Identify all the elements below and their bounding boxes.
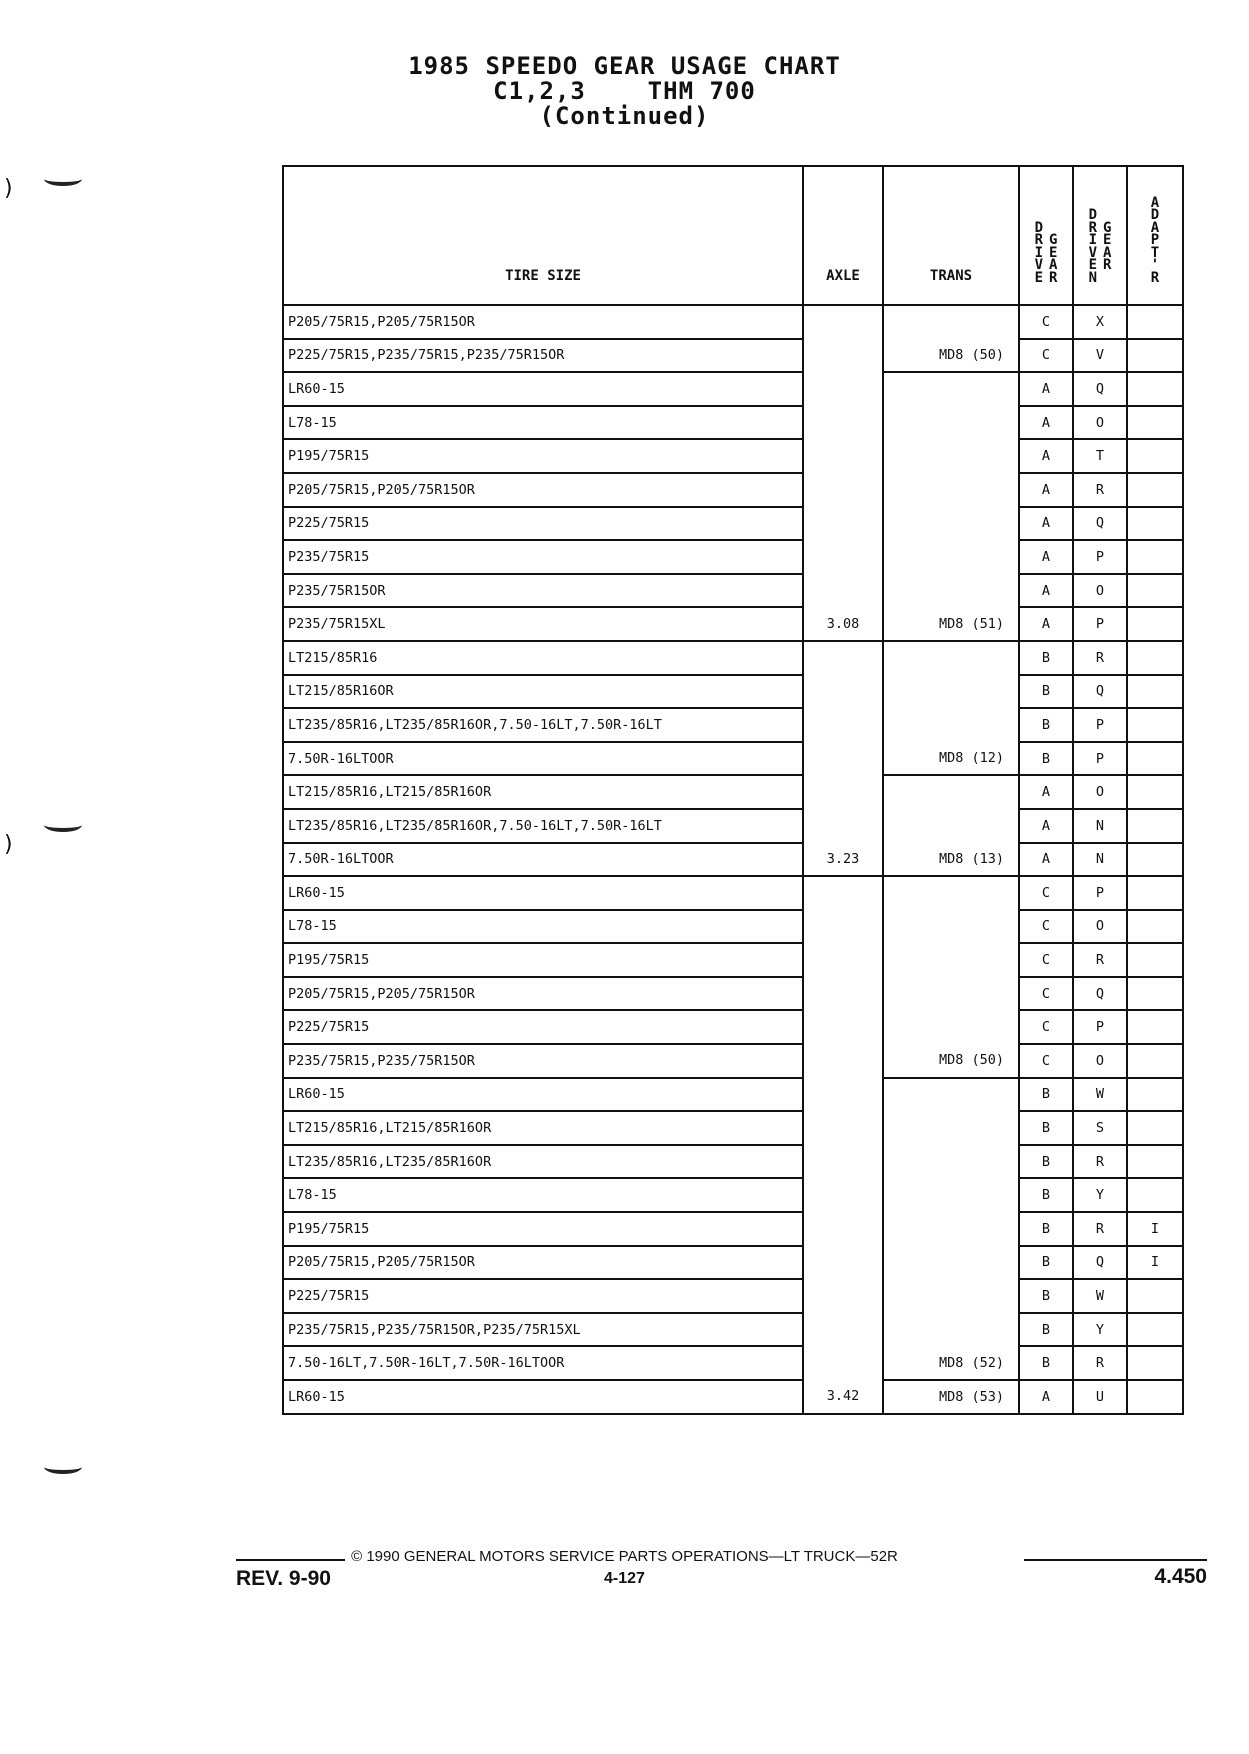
drive-gear-cell: B xyxy=(1019,1178,1073,1212)
tire-size-cell: LR60-15 xyxy=(283,1078,803,1112)
drive-gear-cell: A xyxy=(1019,473,1073,507)
table-row xyxy=(283,1246,1183,1280)
trans-cell xyxy=(883,1246,1019,1280)
drive-gear-cell: B xyxy=(1019,1212,1073,1246)
axle-cell xyxy=(803,406,883,440)
table-header-row xyxy=(283,166,1183,305)
driven-gear-cell: Q xyxy=(1073,507,1127,541)
drive-gear-cell: C xyxy=(1019,1010,1073,1044)
table-row xyxy=(283,339,1183,373)
driven-gear-cell: N xyxy=(1073,843,1127,877)
adapter-cell xyxy=(1127,607,1183,641)
tire-size-cell: P235/75R15OR xyxy=(283,574,803,608)
driven-gear-cell: P xyxy=(1073,876,1127,910)
trans-cell xyxy=(883,1145,1019,1179)
binding-paren-top: ) xyxy=(4,176,13,201)
axle-cell xyxy=(803,1078,883,1112)
table-row xyxy=(283,742,1183,776)
tire-size-cell: L78-15 xyxy=(283,910,803,944)
adapter-cell xyxy=(1127,775,1183,809)
trans-cell: MD8 (51) xyxy=(883,607,1019,641)
driven-gear-cell: U xyxy=(1073,1380,1127,1414)
tire-size-cell: P225/75R15 xyxy=(283,1010,803,1044)
tire-size-cell: P235/75R15XL xyxy=(283,607,803,641)
tire-size-cell: P225/75R15 xyxy=(283,1279,803,1313)
axle-cell xyxy=(803,876,883,910)
chart-subtitle: C1,2,3 THM 700 xyxy=(493,77,756,105)
drive-gear-left-word: D R I V E xyxy=(1034,219,1043,286)
adapter-cell xyxy=(1127,843,1183,877)
adapter-cell xyxy=(1127,1145,1183,1179)
driven-gear-left-word: D R I V E N xyxy=(1088,207,1097,286)
adapter-cell xyxy=(1127,305,1183,339)
trans-cell: MD8 (13) xyxy=(883,843,1019,877)
binding-mark-top xyxy=(44,172,82,186)
axle-cell xyxy=(803,1279,883,1313)
tire-size-cell: P225/75R15 xyxy=(283,507,803,541)
table-row xyxy=(283,1212,1183,1246)
axle-cell xyxy=(803,540,883,574)
driven-gear-cell: P xyxy=(1073,607,1127,641)
tire-size-cell: L78-15 xyxy=(283,1178,803,1212)
trans-cell xyxy=(883,876,1019,910)
driven-gear-right-word: G E A R xyxy=(1103,219,1112,273)
tire-size-cell: P205/75R15,P205/75R15OR xyxy=(283,1246,803,1280)
driven-gear-cell: P xyxy=(1073,742,1127,776)
drive-gear-cell: C xyxy=(1019,977,1073,1011)
tire-size-cell: LT215/85R16,LT215/85R16OR xyxy=(283,775,803,809)
drive-gear-cell: C xyxy=(1019,305,1073,339)
adapter-cell xyxy=(1127,675,1183,709)
drive-gear-cell: C xyxy=(1019,876,1073,910)
table-row xyxy=(283,507,1183,541)
driven-gear-cell: O xyxy=(1073,406,1127,440)
tire-size-cell: P235/75R15,P235/75R15OR,P235/75R15XL xyxy=(283,1313,803,1347)
trans-cell xyxy=(883,507,1019,541)
driven-gear-cell: S xyxy=(1073,1111,1127,1145)
drive-gear-cell: A xyxy=(1019,507,1073,541)
drive-gear-cell: B xyxy=(1019,641,1073,675)
table-row xyxy=(283,1178,1183,1212)
trans-cell: MD8 (12) xyxy=(883,742,1019,776)
table-row xyxy=(283,1313,1183,1347)
trans-cell xyxy=(883,473,1019,507)
trans-cell xyxy=(883,1212,1019,1246)
axle-cell xyxy=(803,1212,883,1246)
chart-title: 1985 SPEEDO GEAR USAGE CHART xyxy=(408,52,841,80)
table-row xyxy=(283,708,1183,742)
tire-size-cell: LR60-15 xyxy=(283,1380,803,1414)
trans-cell xyxy=(883,641,1019,675)
axle-cell xyxy=(803,1010,883,1044)
tire-size-cell: LT215/85R16OR xyxy=(283,675,803,709)
axle-cell xyxy=(803,1246,883,1280)
axle-cell xyxy=(803,574,883,608)
chart-continued: (Continued) xyxy=(539,102,710,130)
drive-gear-cell: A xyxy=(1019,406,1073,440)
drive-gear-cell: B xyxy=(1019,1313,1073,1347)
driven-gear-cell: R xyxy=(1073,1145,1127,1179)
adapter-cell xyxy=(1127,910,1183,944)
driven-gear-cell: Y xyxy=(1073,1178,1127,1212)
drive-gear-right-word: G E A R xyxy=(1049,232,1058,286)
table-row xyxy=(283,473,1183,507)
tire-size-cell: LR60-15 xyxy=(283,876,803,910)
driven-gear-cell: P xyxy=(1073,1010,1127,1044)
adapter-cell xyxy=(1127,708,1183,742)
driven-gear-cell: R xyxy=(1073,943,1127,977)
trans-cell: MD8 (50) xyxy=(883,339,1019,373)
driven-gear-cell: O xyxy=(1073,910,1127,944)
drive-gear-cell: B xyxy=(1019,1346,1073,1380)
adapter-cell xyxy=(1127,1044,1183,1078)
tire-size-cell: 7.50-16LT,7.50R-16LT,7.50R-16LTOOR xyxy=(283,1346,803,1380)
trans-cell xyxy=(883,809,1019,843)
adapter-word: A D A P T ' R xyxy=(1150,194,1160,286)
axle-cell xyxy=(803,305,883,339)
trans-cell xyxy=(883,708,1019,742)
tire-size-cell: LT235/85R16,LT235/85R16OR xyxy=(283,1145,803,1179)
revision-label: REV. 9-90 xyxy=(236,1567,331,1590)
driven-gear-cell: W xyxy=(1073,1078,1127,1112)
table-row xyxy=(283,675,1183,709)
col-header-axle: AXLE xyxy=(803,166,883,305)
driven-gear-cell: P xyxy=(1073,708,1127,742)
drive-gear-cell: B xyxy=(1019,742,1073,776)
axle-cell xyxy=(803,742,883,776)
drive-gear-cell: B xyxy=(1019,708,1073,742)
tire-size-cell: P195/75R15 xyxy=(283,1212,803,1246)
tire-size-cell: P195/75R15 xyxy=(283,943,803,977)
table-row xyxy=(283,1111,1183,1145)
axle-cell xyxy=(803,1044,883,1078)
tire-size-cell: P205/75R15,P205/75R15OR xyxy=(283,977,803,1011)
driven-gear-cell: W xyxy=(1073,1279,1127,1313)
adapter-cell xyxy=(1127,1010,1183,1044)
adapter-cell xyxy=(1127,943,1183,977)
adapter-cell xyxy=(1127,1279,1183,1313)
drive-gear-cell: A xyxy=(1019,574,1073,608)
table-row xyxy=(283,1044,1183,1078)
trans-cell xyxy=(883,406,1019,440)
table-row xyxy=(283,910,1183,944)
adapter-cell xyxy=(1127,540,1183,574)
axle-cell: 3.23 xyxy=(803,843,883,877)
table-row xyxy=(283,809,1183,843)
trans-cell xyxy=(883,439,1019,473)
drive-gear-cell: A xyxy=(1019,372,1073,406)
drive-gear-cell: B xyxy=(1019,1111,1073,1145)
drive-gear-cell: A xyxy=(1019,439,1073,473)
table-row xyxy=(283,1346,1183,1380)
axle-cell xyxy=(803,977,883,1011)
page-number: 4-127 xyxy=(604,1570,645,1587)
table-row xyxy=(283,943,1183,977)
tire-size-cell: LT235/85R16,LT235/85R16OR,7.50-16LT,7.50R-16LT xyxy=(283,708,803,742)
drive-gear-cell: C xyxy=(1019,1044,1073,1078)
axle-cell xyxy=(803,473,883,507)
table-row xyxy=(283,1279,1183,1313)
trans-cell: MD8 (53) xyxy=(883,1380,1019,1414)
driven-gear-cell: Q xyxy=(1073,675,1127,709)
col-header-adapter xyxy=(1127,166,1183,305)
binding-paren-middle: ) xyxy=(4,832,13,857)
drive-gear-cell: A xyxy=(1019,843,1073,877)
axle-cell: 3.08 xyxy=(803,607,883,641)
axle-cell xyxy=(803,339,883,373)
adapter-cell xyxy=(1127,1111,1183,1145)
axle-cell xyxy=(803,439,883,473)
drive-gear-cell: B xyxy=(1019,1078,1073,1112)
driven-gear-cell: P xyxy=(1073,540,1127,574)
adapter-cell xyxy=(1127,406,1183,440)
driven-gear-cell: O xyxy=(1073,775,1127,809)
table-row xyxy=(283,1078,1183,1112)
trans-cell: MD8 (50) xyxy=(883,1044,1019,1078)
tire-size-cell: LT215/85R16 xyxy=(283,641,803,675)
tire-size-cell: P205/75R15,P205/75R15OR xyxy=(283,305,803,339)
axle-cell xyxy=(803,641,883,675)
drive-gear-cell: C xyxy=(1019,339,1073,373)
driven-gear-cell: R xyxy=(1073,641,1127,675)
drive-gear-cell: B xyxy=(1019,1145,1073,1179)
table-row xyxy=(283,843,1183,877)
tire-size-cell: P195/75R15 xyxy=(283,439,803,473)
drive-gear-cell: B xyxy=(1019,1279,1073,1313)
table-row xyxy=(283,1380,1183,1414)
col-header-trans: TRANS xyxy=(883,166,1019,305)
tire-size-cell: LT235/85R16,LT235/85R16OR,7.50-16LT,7.50R-16LT xyxy=(283,809,803,843)
trans-cell xyxy=(883,372,1019,406)
driven-gear-cell: Q xyxy=(1073,977,1127,1011)
table-row xyxy=(283,372,1183,406)
adapter-cell xyxy=(1127,1313,1183,1347)
drive-gear-cell: A xyxy=(1019,809,1073,843)
tire-size-cell: P205/75R15,P205/75R15OR xyxy=(283,473,803,507)
axle-cell xyxy=(803,1178,883,1212)
adapter-cell xyxy=(1127,574,1183,608)
trans-cell xyxy=(883,775,1019,809)
adapter-cell xyxy=(1127,809,1183,843)
table-row xyxy=(283,607,1183,641)
drive-gear-cell: A xyxy=(1019,775,1073,809)
trans-cell xyxy=(883,1313,1019,1347)
tire-size-cell: LR60-15 xyxy=(283,372,803,406)
speedo-gear-table xyxy=(282,165,1184,1415)
table-row xyxy=(283,1145,1183,1179)
adapter-cell xyxy=(1127,641,1183,675)
tire-size-cell: P235/75R15,P235/75R15OR xyxy=(283,1044,803,1078)
trans-cell xyxy=(883,1111,1019,1145)
drive-gear-cell: A xyxy=(1019,607,1073,641)
adapter-cell xyxy=(1127,439,1183,473)
driven-gear-cell: O xyxy=(1073,574,1127,608)
driven-gear-cell: R xyxy=(1073,1346,1127,1380)
table-row xyxy=(283,540,1183,574)
drive-gear-cell: C xyxy=(1019,910,1073,944)
table-row xyxy=(283,977,1183,1011)
document-number: 4.450 xyxy=(1154,1565,1207,1588)
axle-cell xyxy=(803,708,883,742)
table-row xyxy=(283,439,1183,473)
driven-gear-cell: V xyxy=(1073,339,1127,373)
col-header-driven-gear xyxy=(1073,166,1127,305)
driven-gear-cell: R xyxy=(1073,473,1127,507)
driven-gear-cell: Q xyxy=(1073,1246,1127,1280)
axle-cell xyxy=(803,675,883,709)
binding-mark-middle xyxy=(44,818,82,832)
axle-cell xyxy=(803,910,883,944)
trans-cell xyxy=(883,1279,1019,1313)
driven-gear-cell: Q xyxy=(1073,372,1127,406)
adapter-cell xyxy=(1127,1346,1183,1380)
trans-cell: MD8 (52) xyxy=(883,1346,1019,1380)
driven-gear-cell: Y xyxy=(1073,1313,1127,1347)
driven-gear-cell: R xyxy=(1073,1212,1127,1246)
axle-cell xyxy=(803,372,883,406)
adapter-cell xyxy=(1127,742,1183,776)
binding-mark-bottom xyxy=(44,1460,82,1474)
trans-cell xyxy=(883,540,1019,574)
table-body xyxy=(283,305,1183,1414)
adapter-cell xyxy=(1127,339,1183,373)
tire-size-cell: 7.50R-16LTOOR xyxy=(283,843,803,877)
axle-cell xyxy=(803,507,883,541)
tire-size-cell: LT215/85R16,LT215/85R16OR xyxy=(283,1111,803,1145)
adapter-cell xyxy=(1127,876,1183,910)
table-row xyxy=(283,1010,1183,1044)
adapter-cell xyxy=(1127,977,1183,1011)
drive-gear-cell: B xyxy=(1019,675,1073,709)
tire-size-cell: 7.50R-16LTOOR xyxy=(283,742,803,776)
axle-cell xyxy=(803,1111,883,1145)
adapter-cell xyxy=(1127,1380,1183,1414)
trans-cell xyxy=(883,1078,1019,1112)
trans-cell xyxy=(883,977,1019,1011)
table-row xyxy=(283,641,1183,675)
axle-cell xyxy=(803,1145,883,1179)
col-header-tire-size: TIRE SIZE xyxy=(283,166,803,305)
table-row xyxy=(283,876,1183,910)
driven-gear-cell: N xyxy=(1073,809,1127,843)
trans-cell xyxy=(883,305,1019,339)
table-row xyxy=(283,406,1183,440)
driven-gear-cell: O xyxy=(1073,1044,1127,1078)
trans-cell xyxy=(883,675,1019,709)
drive-gear-cell: A xyxy=(1019,540,1073,574)
trans-cell xyxy=(883,574,1019,608)
drive-gear-cell: B xyxy=(1019,1246,1073,1280)
driven-gear-cell: T xyxy=(1073,439,1127,473)
drive-gear-cell: C xyxy=(1019,943,1073,977)
trans-cell xyxy=(883,910,1019,944)
tire-size-cell: P225/75R15,P235/75R15,P235/75R15OR xyxy=(283,339,803,373)
adapter-cell xyxy=(1127,473,1183,507)
col-header-drive-gear xyxy=(1019,166,1073,305)
adapter-cell xyxy=(1127,507,1183,541)
adapter-cell: I xyxy=(1127,1212,1183,1246)
driven-gear-cell: X xyxy=(1073,305,1127,339)
table-row xyxy=(283,775,1183,809)
axle-cell xyxy=(803,809,883,843)
drive-gear-cell: A xyxy=(1019,1380,1073,1414)
adapter-cell: I xyxy=(1127,1246,1183,1280)
axle-cell xyxy=(803,943,883,977)
trans-cell xyxy=(883,1010,1019,1044)
trans-cell xyxy=(883,1178,1019,1212)
footer-copyright: © 1990 GENERAL MOTORS SERVICE PARTS OPERATIONS—LT TRUCK—52R xyxy=(0,1548,1249,1565)
trans-cell xyxy=(883,943,1019,977)
adapter-cell xyxy=(1127,1178,1183,1212)
adapter-cell xyxy=(1127,372,1183,406)
table-row xyxy=(283,574,1183,608)
axle-cell: 3.42 xyxy=(803,1380,883,1414)
axle-cell xyxy=(803,1346,883,1380)
tire-size-cell: P235/75R15 xyxy=(283,540,803,574)
tire-size-cell: L78-15 xyxy=(283,406,803,440)
axle-cell xyxy=(803,1313,883,1347)
table-row xyxy=(283,305,1183,339)
adapter-cell xyxy=(1127,1078,1183,1112)
axle-cell xyxy=(803,775,883,809)
